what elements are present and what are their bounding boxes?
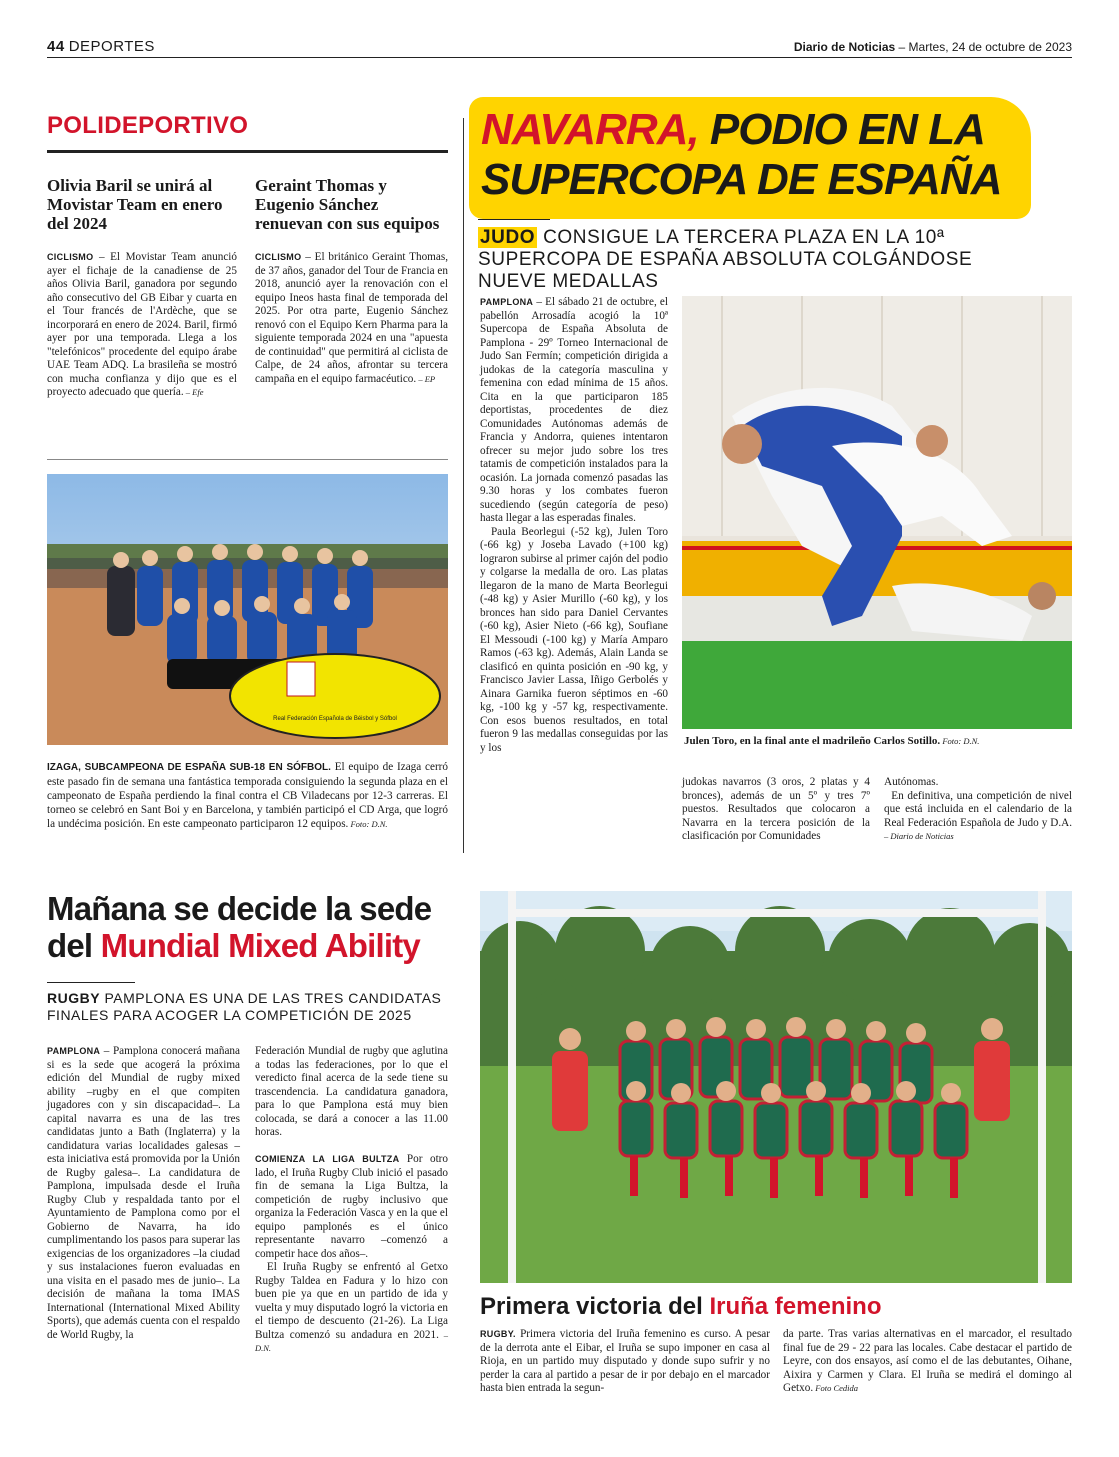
brief-body-thomas: CICLISMO – El británico Geraint Thomas, de 37 años, ganador del Tour de Francia en 2018, anunció ayer la renovación con el equipo Ineos hasta final de temporada del 2025. Por otra parte, Eugenio Sánchez renovó con el Equipo Kern Pharma para la siguiente temporada 2024 en una "apuesta de continuidad" que permitirá al ciclista de Calpe, de 24 años, afrontar su tercera campaña en el equipo farmacéutico. – EP	[255, 251, 448, 385]
brief-title-thomas: Geraint Thomas y Eugenio Sánchez renuevan con sus equipos	[255, 176, 440, 233]
brief-body-baril: CICLISMO – El Movistar Team anunció ayer el fichaje de la canadiense de 25 años Olivia Baril, ganadora por segundo año consecutivo del GB Eibar y cuarta en el Tour francés de l'Ardèche, que se incorporará en enero de 2024. Baril, firmó ayer por una temporada. Llega a los "telefónicos" procedente del equipo árabe UAE Team ADQ. La brasileña se mostró con mucha confianza y dijo que es el proyecto adecuado que quería. – Efe	[47, 251, 237, 398]
softball-team-photo	[47, 474, 448, 745]
short-rule	[478, 219, 550, 220]
iruna-team-photo	[480, 891, 1072, 1283]
article-lead: RUGBY.	[480, 1329, 516, 1339]
judo-column-2: judokas navarros (3 oros, 2 platas y 4 bronces), además de un 5º y tres 7º puestos. Resultados que colocaron a Navarra en la tercera posición de la clasificación por Comunidades	[682, 776, 870, 842]
brief-lead: CICLISMO	[47, 252, 94, 262]
rugby-column-2: Federación Mundial de rugby que aglutina a todas las federaciones, por lo que el veredicto final acerca de la sede tiene su trascendencia. La candidatura ganadora, para lo que Pamplona está muy bien colocada, se dará a conocer a las 11.00 horas. COMIENZA LA LIGA BULTZA Por otro lado, el Iruña Rugby Club inició el pasado fin de semana la Liga Bultza, la competición de rugby inclusivo que organiza la Federación Vasca y en la que el equipo pamplonés es el único representante navarro –comenzó a competir hace dos años–. El Iruña Rugby se enfrentó al Getxo Rugby Taldea en Fadura y lo hizo con buen pie ya que en un partido de ida y vuelta y muy disputado logró la victoria en el tiempo de descuento (21-26). La Liga Bultza comenzó su andadura en 2021. – D.N.	[255, 1045, 449, 1353]
subsection-lead: COMIENZA LA LIGA BULTZA	[255, 1154, 400, 1164]
newspaper-name: Diario de Noticias	[793, 40, 896, 54]
header-rule	[47, 57, 1072, 58]
byline: – Efe	[183, 387, 204, 397]
section-title: POLIDEPORTIVO	[47, 112, 249, 139]
brief-lead: CICLISMO	[255, 252, 302, 262]
photo-credit: Foto Cedida	[813, 1383, 858, 1393]
section-name: DEPORTES	[68, 38, 155, 55]
rugby-headline: Mañana se decide la sede del Mundial Mixed Ability	[47, 890, 432, 964]
subhead-keyword: RUGBY	[47, 990, 101, 1006]
photo-credit: Foto: D.N.	[348, 819, 388, 829]
page-number: 44	[47, 38, 65, 55]
federation-banner: Real Federación Española de Béisbol y Sófbol	[273, 716, 397, 722]
iruna-column-1: RUGBY. Primera victoria del Iruña femenino es curso. A pesar de la derrota ante el Eibar, el Iruña se supo imponer en casa al Rioja, en un partido muy disputado y donde supo sufrir y no perder la cara al partido a pesar de ir por debajo en el marcador hasta bien entrada la segun-	[480, 1328, 770, 1394]
page-header-left	[47, 38, 155, 55]
iruna-column-2: da parte. Tras varias alternativas en el marcador, el resultado final fue de 29 - 22 para las locales. Cabe destacar el partido de Leyre, con dos ensayos, así como el de las debutantes, Oihane, Aixira y Carmen y Clara. El Iruña se medirá el domingo al Getxo. Foto Cedida	[783, 1328, 1072, 1394]
iruna-headline: Primera victoria del Iruña femenino	[480, 1293, 882, 1320]
brief-title-baril: Olivia Baril se unirá al Movistar Team en enero del 2024	[47, 176, 223, 233]
issue-date: – Martes, 24 de octubre de 2023	[898, 40, 1072, 54]
judo-column-3: Autónomas. En definitiva, una competición de nivel que está incluida en el calendario de la Real Federación Española de Judo y D.A. – Diario de Noticias	[884, 776, 1072, 841]
byline: – Diario de Noticias	[884, 831, 954, 841]
caption-lead: IZAGA, SUBCAMPEONA DE ESPAÑA SUB-18 EN SÓFBOL.	[47, 762, 331, 773]
judo-subheadline: JUDO CONSIGUE LA TERCERA PLAZA EN LA 10ª SUPERCOPA DE ESPAÑA ABSOLUTA COLGÁNDOSE NUEVE MEDALLAS	[478, 227, 973, 292]
short-rule	[47, 982, 135, 983]
main-headline: NAVARRA, PODIO EN LA SUPERCOPA DE ESPAÑA	[469, 97, 1031, 219]
byline: – EP	[416, 373, 436, 384]
softball-caption: IZAGA, SUBCAMPEONA DE ESPAÑA SUB-18 EN SÓFBOL. El equipo de Izaga cerró este pasado fin de semana una fantástica temporada consiguiendo la segunda plaza en el campeonato de España perdiendo la final contra el CB Viladecans por 12-3 carreras. El torneo se celebró en Sant Boi y en Barcelona, y también participó el CD Arga, que logró la undécima posición. En este campeonato participaron 12 equipos. Foto: D.N.	[47, 761, 448, 830]
rugby-subheadline: RUGBY PAMPLONA ES UNA DE LAS TRES CANDIDATAS FINALES PARA ACOGER LA COMPETICIÓN DE 2025	[47, 990, 442, 1023]
subhead-keyword: JUDO	[480, 227, 536, 248]
divider	[47, 459, 448, 460]
article-lead: PAMPLONA	[480, 297, 534, 307]
photo-credit: Foto: D.N.	[940, 736, 980, 746]
page-header-right	[794, 40, 1072, 54]
column-divider	[463, 118, 464, 853]
rugby-column-1: PAMPLONA – Pamplona conocerá mañana si es la sede que acogerá la próxima edición del Mundial de rugby mixed ability –rugby en el que compiten jugadores con y sin discapacidad–. La capital navarra es una de las tres candidatas junto a Bath (Inglaterra) y la candidatura varias localidades galesas –esta iniciativa está promovida por la Unión de Rugby galesa–. La candidatura de Pamplona, impulsada desde el Iruña Rugby Club y respaldada tanto por el Ayuntamiento de Pamplona como por el Gobierno de Navarra, ha ido cumplimentando los pasos para superar las exigencias de los organizadores –la ciudad y sus instalaciones fueron evaluadas en una visita en el pasado mes de junio–. La decisión de mañana la toma IMAS International (International Mixed Ability Sports), que además cuenta con el respaldo de World Rugby, la	[47, 1045, 240, 1341]
judo-caption: Julen Toro, en la final ante el madrileño Carlos Sotillo. Foto: D.N.	[684, 735, 980, 747]
section-rule	[47, 150, 448, 153]
byline: – D.N.	[255, 1329, 448, 1353]
article-lead: PAMPLONA	[47, 1046, 101, 1056]
judo-column-1: PAMPLONA – El sábado 21 de octubre, el pabellón Arrosadía acogió la 10ª Supercopa de España Absoluta de Pamplona - 29º Torneo Internacional de Judo San Fermín; competición dirigida a judokas de la categoría masculina y femenina con edad mínima de 15 años. Cita en la que participaron 185 deportistas, procedentes de diez Comunidades Autónomas además de Francia y Andorra, quienes intentaron ofrecer su mejor judo sobre los tres tatamis de competición instalados para la ocasión. La jornada comenzó pasadas las 9.30 horas y los combates fueron sucediendo (según categoría de peso) hasta llegar a las esperadas finales. Paula Beorlegui (-52 kg), Julen Toro (-66 kg) y Joseba Lavado (+100 kg) lograron subirse al primer cajón del podio y colgarse la medalla de oro. Las platas llegaron de la mano de Marta Beorlegui (-48 kg) y Asier Murillo (-60 kg), y los bronces han sido para Daniel Cervantes (-60 kg), Asier Nieto (-66 kg), Soufiane El Messoudi (-100 kg) y María Amparo Ramos (-63 kg). Además, Alain Landa se clasificó en quinta posición en -90 kg, y Francisco Javier Lassa, Iñigo Gerbolés y Ainara Garnika fueron séptimos en -60 kg, -100 kg y -57 kg, respectivamente. Con esos buenos resultados, en total fueron 9 las medallas conseguidas por las y los	[480, 296, 669, 754]
judo-photo	[682, 296, 1072, 729]
